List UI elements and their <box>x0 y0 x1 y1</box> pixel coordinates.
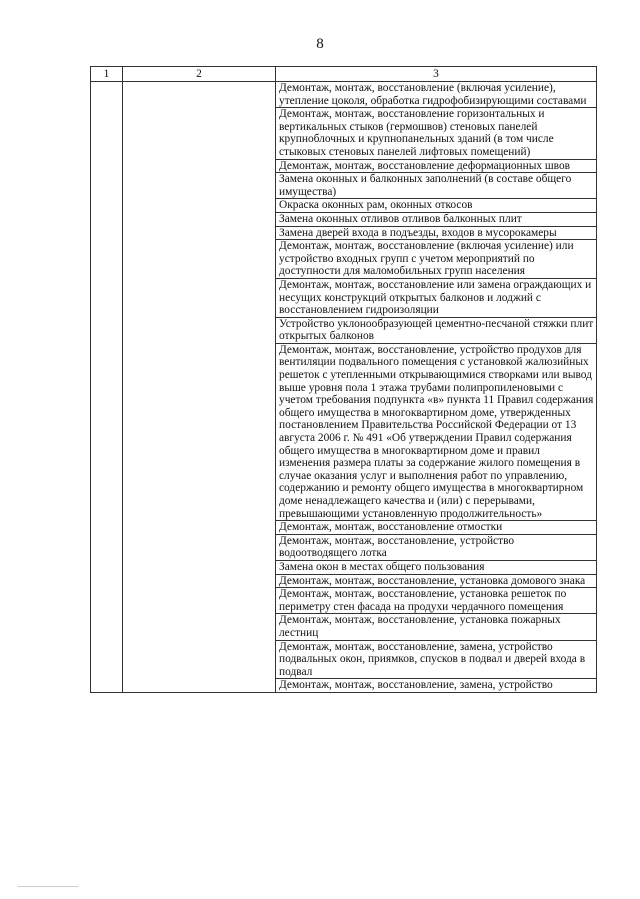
work-item: Демонтаж, монтаж, восстановление деформационных швов <box>276 159 597 173</box>
work-item: Демонтаж, монтаж, восстановление, установка домового знака <box>276 574 597 588</box>
work-item: Демонтаж, монтаж, восстановление, устройство продухов для вентиляции подвального помещения с установкой жалюзийных решеток с утепленными открывающимися створками или вывод выше уровня пола 1 этажа трубами полипропиленовыми с учетом требования подпункта «в» пункта 11 Правил содержания общего имущества в многоквартирном доме, утвержденных постановлением Правительства Российской Федерации от 13 августа 2006 г. № 491 «Об утверждении Правил содержания общего имущества в многоквартирном доме и правил изменения размера платы за содержание жилого помещения в случае оказания услуг и выполнения работ по управлению, содержанию и ремонту общего имущества в многоквартирном доме ненадлежащего качества и (или) с перерывами, превышающими установленную продолжительность» <box>276 343 597 520</box>
header-col-3: 3 <box>276 67 597 82</box>
header-col-2: 2 <box>123 67 276 82</box>
work-item: Замена оконных отливов отливов балконных плит <box>276 212 597 226</box>
empty-number-cell <box>91 82 123 693</box>
work-item: Окраска оконных рам, оконных откосов <box>276 199 597 213</box>
work-item: Демонтаж, монтаж, восстановление горизонтальных и вертикальных стыков (гермошвов) стеновых панелей крупноблочных и крупнопанельных зданий (в том числе стыковых стеновых панелей лифтовых помещений) <box>276 108 597 159</box>
work-item: Демонтаж, монтаж, восстановление, замена, устройство <box>276 679 597 693</box>
work-item: Замена дверей входа в подъезды, входов в мусорокамеры <box>276 226 597 240</box>
work-item: Демонтаж, монтаж, восстановление (включая усиление), утепление цоколя, обработка гидрофобизирующими составами <box>276 82 597 108</box>
empty-name-cell <box>123 82 276 693</box>
header-col-1: 1 <box>91 67 123 82</box>
work-item: Демонтаж, монтаж, восстановление, замена, устройство подвальных окон, приямков, спусков в подвал и дверей входа в подвал <box>276 640 597 679</box>
work-item: Устройство уклонообразующей цементно-песчаной стяжки плит открытых балконов <box>276 317 597 343</box>
work-item: Демонтаж, монтаж, восстановление отмостки <box>276 521 597 535</box>
work-item: Демонтаж, монтаж, восстановление или замена ограждающих и несущих конструкций открытых балконов и лоджий с восстановлением гидроизоляции <box>276 278 597 317</box>
work-item: Демонтаж, монтаж, восстановление (включая усиление) или устройство входных групп с учетом мероприятий по доступности для маломобильных групп населения <box>276 240 597 279</box>
work-item: Демонтаж, монтаж, восстановление, установка решеток по периметру стен фасада на продухи чердачного помещения <box>276 588 597 614</box>
work-item: Замена оконных и балконных заполнений (в составе общего имущества) <box>276 173 597 199</box>
scan-edge-mark <box>18 886 78 887</box>
page-number: 8 <box>316 36 324 52</box>
table-header-row <box>91 67 597 82</box>
works-table <box>90 66 597 693</box>
work-item: Демонтаж, монтаж, восстановление, установка пожарных лестниц <box>276 614 597 640</box>
work-item: Демонтаж, монтаж, восстановление, устройство водоотводящего лотка <box>276 534 597 560</box>
table-row <box>91 82 597 108</box>
work-item: Замена окон в местах общего пользования <box>276 560 597 574</box>
